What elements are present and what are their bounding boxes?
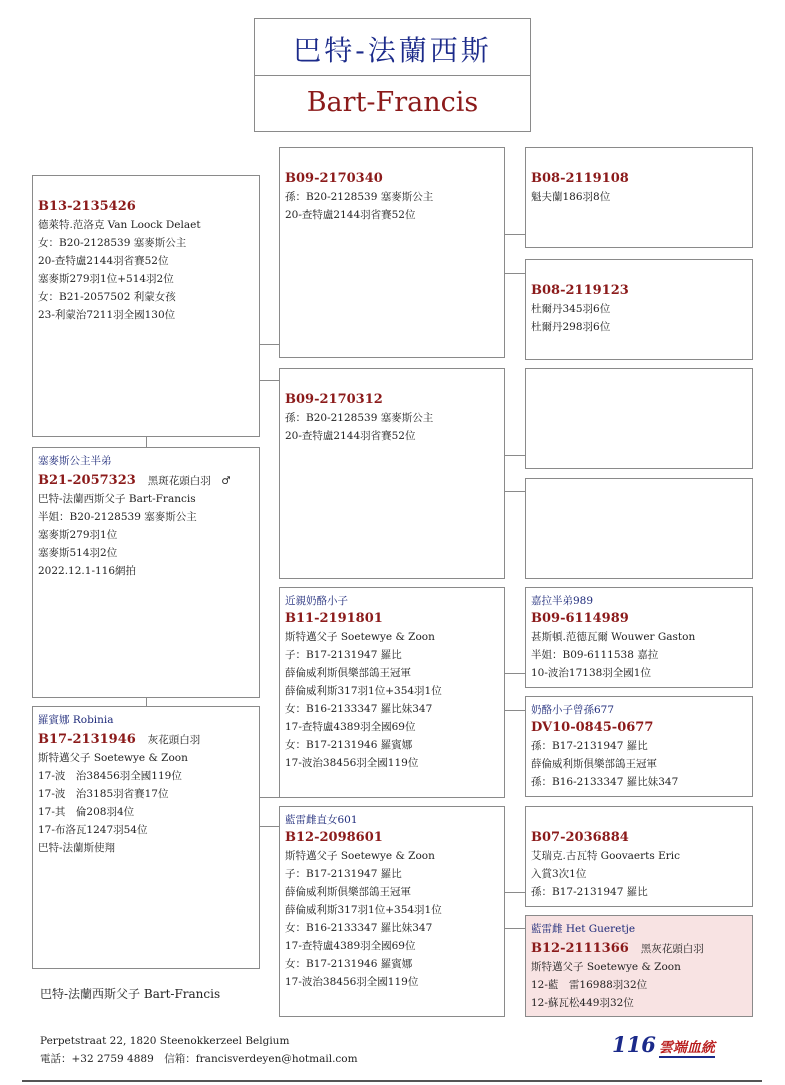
- pedigree-line: 17-波 治38456羽全國119位: [38, 770, 182, 782]
- pedigree-line: 巴特-法蘭斯使翔: [38, 842, 116, 854]
- dam-sire-box: [279, 587, 505, 798]
- title-divider: [255, 75, 530, 76]
- pedigree-line: 巴特-法蘭西斯父子 Bart-Francis: [38, 493, 196, 505]
- dss-note: 嘉拉半弟989: [531, 595, 594, 607]
- subject-note: 塞麥斯公主半弟: [38, 455, 112, 467]
- sire-sire-ring-number: B09-2170340: [285, 171, 383, 186]
- pedigree-line: 女：B16-2133347 羅比妹347: [285, 922, 433, 934]
- pedigree-line: 斯特邁父子 Soetewye & Zoon: [285, 850, 435, 862]
- title-box: [254, 18, 531, 132]
- pedigree-line: 半姐：B20-2128539 塞麥斯公主: [38, 511, 197, 523]
- pedigree-line: 斯特邁父子 Soetewye & Zoon: [38, 752, 188, 764]
- dds-ring-number: B07-2036884: [531, 830, 629, 845]
- title-chinese: 巴特-法蘭西斯: [293, 34, 492, 67]
- pedigree-line: 17-查特盧4389羽全國69位: [285, 940, 416, 952]
- pedigree-line: 17-波 治3185羽省賽17位: [38, 788, 169, 800]
- pedigree-line: 薛倫威利斯俱樂部鴿王冠軍: [531, 758, 657, 770]
- dam-sire-note: 近親奶酪小子: [285, 595, 348, 607]
- pedigree-line: 塞麥斯279羽1位: [38, 529, 118, 541]
- subject-ring-row: [38, 470, 253, 490]
- sire-ring-number: B13-2135426: [38, 199, 136, 214]
- connector: [504, 673, 525, 674]
- ddd-ring-number: B12-2111366: [531, 941, 629, 956]
- dss-ring-number: B09-6114989: [531, 611, 629, 626]
- dam-dam-ring-number: B12-2098601: [285, 830, 383, 845]
- dam-box: [32, 706, 260, 969]
- pedigree-line: 20-查特盧2144羽省賽52位: [38, 255, 169, 267]
- pedigree-line: 17-布洛瓦1247羽54位: [38, 824, 148, 836]
- connector: [146, 697, 147, 706]
- dam-sire-ring-number: B11-2191801: [285, 611, 383, 626]
- dsd-note: 奶酪小子曾孫677: [531, 704, 615, 716]
- sire-box: [32, 175, 260, 437]
- pedigree-line: 子：B17-2131947 羅比: [285, 649, 402, 661]
- connector: [504, 234, 525, 235]
- pedigree-line: 入賞3次1位: [531, 868, 587, 880]
- sire-dam-sire-box: [525, 368, 753, 469]
- pedigree-line: 女：B20-2128539 塞麥斯公主: [38, 237, 187, 249]
- pedigree-line: 斯特邁父子 Soetewye & Zoon: [531, 961, 681, 973]
- bottom-rule: [22, 1080, 762, 1082]
- subject-color: 黑斑花頭白羽 ♂: [147, 475, 231, 487]
- pedigree-line: 塞麥斯279羽1位+514羽2位: [38, 273, 174, 285]
- dsd-ring-number: DV10-0845-0677: [531, 720, 654, 735]
- pedigree-line: 塞麥斯514羽2位: [38, 547, 118, 559]
- connector: [259, 380, 279, 381]
- dam-dam-sire-box: [525, 806, 753, 907]
- pedigree-line: 孫：B17-2131947 羅比: [531, 886, 648, 898]
- pedigree-line: 17-其 倫208羽4位: [38, 806, 135, 818]
- pedigree-line: 甚斯頓.范德瓦爾 Wouwer Gaston: [531, 631, 696, 643]
- pedigree-line: 女：B17-2131946 羅賓娜: [285, 739, 413, 751]
- sire-sire-sire-box: [525, 147, 753, 248]
- contact-block: [40, 1032, 358, 1068]
- pedigree-line: 杜爾丹298羽6位: [531, 321, 611, 333]
- pedigree-line: 12-藍 雷16988羽32位: [531, 979, 648, 991]
- ddd-ring-row: [531, 938, 746, 958]
- ddd-color: 黑灰花頭白羽: [640, 943, 704, 955]
- dam-ring-number: B17-2131946: [38, 732, 136, 747]
- pedigree-line: 女：B17-2131946 羅賓娜: [285, 958, 413, 970]
- connector: [504, 273, 525, 274]
- address: Perpetstraat 22, 1820 Steenokkerzeel Belgium: [40, 1035, 290, 1047]
- pedigree-line: 10-波治17138羽全國1位: [531, 667, 651, 679]
- pedigree-line: 孫：B20-2128539 塞麥斯公主: [285, 191, 434, 203]
- pedigree-line: 德萊特.范洛克 Van Loock Delaet: [38, 219, 201, 231]
- pedigree-line: 薛倫威利斯317羽1位+354羽1位: [285, 904, 442, 916]
- logo-number: 116: [612, 1032, 656, 1057]
- pedigree-line: 薛倫威利斯俱樂部鴿王冠軍: [285, 886, 411, 898]
- pedigree-line: 孫：B20-2128539 塞麥斯公主: [285, 412, 434, 424]
- pedigree-line: 女：B16-2133347 羅比妹347: [285, 703, 433, 715]
- pedigree-line: 艾瑞克.古瓦特 Goovaerts Eric: [531, 850, 680, 862]
- dam-color: 灰花頭白羽: [147, 734, 201, 746]
- title-english: Bart-Francis: [306, 87, 479, 118]
- sss-ring-number: B08-2119108: [531, 171, 629, 186]
- pedigree-line: 薛倫威利斯317羽1位+354羽1位: [285, 685, 442, 697]
- pedigree-line: 20-查特盧2144羽省賽52位: [285, 430, 416, 442]
- owner-name: 巴特-法蘭西斯父子 Bart-Francis: [40, 987, 221, 1001]
- logo-text: 雲端血統: [658, 1040, 715, 1056]
- pedigree-line: 魁夫蘭186羽8位: [531, 191, 611, 203]
- dam-sire-sire-box: [525, 587, 753, 688]
- phone-email: 電話：+32 2759 4889 信箱：francisverdeyen@hotmail.com: [40, 1053, 358, 1065]
- connector: [259, 797, 279, 798]
- pedigree-line: 20-查特盧2144羽省賽52位: [285, 209, 416, 221]
- connector: [259, 826, 279, 827]
- connector: [259, 344, 279, 345]
- subject-box: [32, 447, 260, 698]
- ddd-note: 藍雷雌 Het Gueretje: [531, 923, 636, 935]
- connector: [504, 928, 525, 929]
- pedigree-line: 17-波治38456羽全國119位: [285, 976, 419, 988]
- pedigree-line: 12-蘇瓦松449羽32位: [531, 997, 634, 1009]
- pedigree-line: 17-波治38456羽全國119位: [285, 757, 419, 769]
- dam-ring-row: [38, 729, 253, 749]
- pedigree-line: 子：B17-2131947 羅比: [285, 868, 402, 880]
- pedigree-line: 17-查特盧4389羽全國69位: [285, 721, 416, 733]
- sire-sire-box: [279, 147, 505, 358]
- dam-dam-dam-box: [525, 915, 753, 1017]
- sire-dam-box: [279, 368, 505, 579]
- sire-dam-ring-number: B09-2170312: [285, 392, 383, 407]
- dam-dam-note: 藍雷雌直女601: [285, 814, 358, 826]
- logo: [612, 1032, 715, 1057]
- connector: [504, 455, 525, 456]
- pedigree-line: 半姐：B09-6111538 嘉拉: [531, 649, 659, 661]
- pedigree-line: 孫：B16-2133347 羅比妹347: [531, 776, 679, 788]
- dam-note: 羅賓娜 Robinia: [38, 714, 114, 726]
- pedigree-line: 薛倫威利斯俱樂部鴿王冠軍: [285, 667, 411, 679]
- subject-ring-number: B21-2057323: [38, 473, 136, 488]
- connector: [504, 491, 525, 492]
- sire-dam-dam-box: [525, 478, 753, 579]
- ssd-ring-number: B08-2119123: [531, 283, 629, 298]
- pedigree-line: 23-利蒙治7211羽全國130位: [38, 309, 176, 321]
- pedigree-line: 孫：B17-2131947 羅比: [531, 740, 648, 752]
- sire-sire-dam-box: [525, 259, 753, 360]
- pedigree-line: 杜爾丹345羽6位: [531, 303, 611, 315]
- connector: [504, 892, 525, 893]
- dam-sire-dam-box: [525, 696, 753, 797]
- connector: [504, 710, 525, 711]
- pedigree-line: 女：B21-2057502 利蒙女孩: [38, 291, 176, 303]
- pedigree-line: 2022.12.1-116網拍: [38, 565, 137, 577]
- pedigree-line: 斯特邁父子 Soetewye & Zoon: [285, 631, 435, 643]
- dam-dam-box: [279, 806, 505, 1017]
